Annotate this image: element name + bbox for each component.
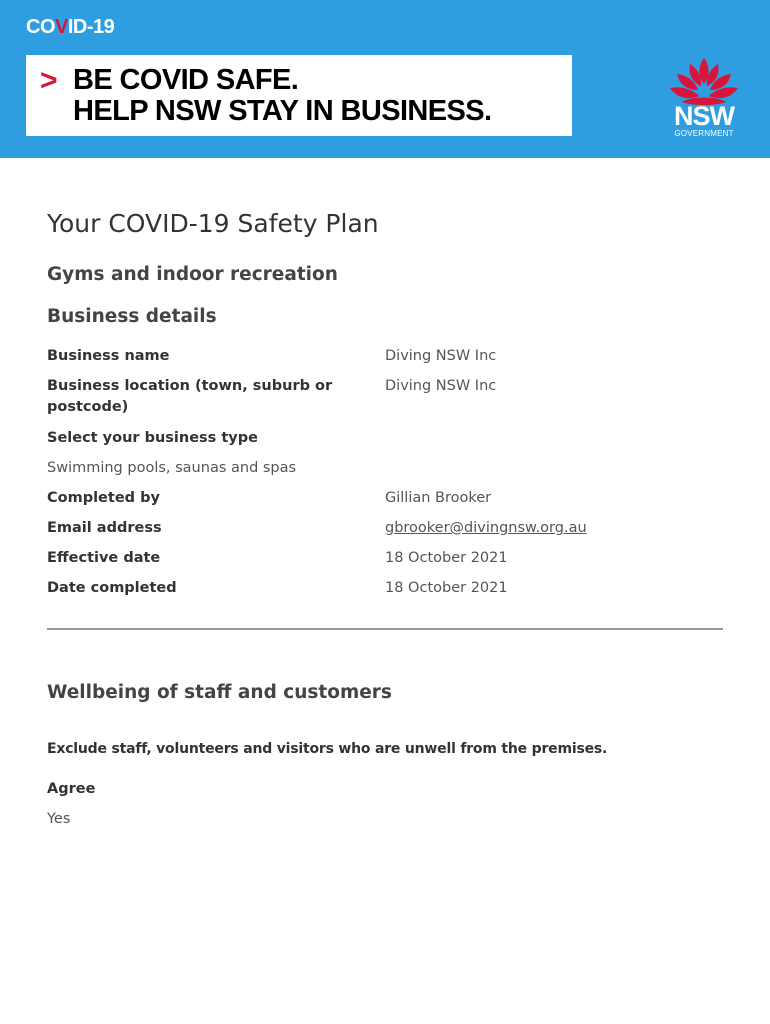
plan-subtitle: Gyms and indoor recreation — [47, 264, 338, 285]
nsw-government-logo — [664, 56, 744, 140]
chevron-icon: > — [40, 64, 58, 97]
wellbeing-heading: Wellbeing of staff and customers — [47, 682, 392, 703]
slogan-box — [26, 55, 572, 136]
effective-date-label: Effective date — [47, 550, 161, 566]
agree-label: Agree — [47, 781, 96, 797]
header-banner — [0, 0, 770, 158]
email-link[interactable]: gbrooker@divingnsw.org.au — [385, 520, 587, 536]
slogan-line-1: BE COVID SAFE. — [73, 64, 299, 96]
email-label: Email address — [47, 520, 162, 536]
wellbeing-question: Exclude staff, volunteers and visitors who are unwell from the premises. — [47, 741, 608, 757]
effective-date-value: 18 October 2021 — [385, 550, 508, 566]
business-type-value: Swimming pools, saunas and spas — [47, 460, 297, 476]
agree-value: Yes — [47, 811, 71, 827]
nsw-logo-text: NSW — [674, 101, 734, 131]
date-completed-value: 18 October 2021 — [385, 580, 508, 596]
waratah-flower-icon — [668, 56, 740, 106]
completed-by-label: Completed by — [47, 490, 160, 506]
date-completed-label: Date completed — [47, 580, 177, 596]
business-details-heading: Business details — [47, 306, 217, 327]
slogan-line-2: HELP NSW STAY IN BUSINESS. — [73, 95, 492, 127]
business-name-label: Business name — [47, 348, 170, 364]
section-divider — [47, 628, 723, 630]
page-title: Your COVID-19 Safety Plan — [47, 209, 379, 238]
business-type-label: Select your business type — [47, 430, 258, 446]
business-name-value: Diving NSW Inc — [385, 348, 497, 364]
business-location-value: Diving NSW Inc — [385, 378, 497, 394]
covid-19-label: COVID-19 — [26, 16, 115, 38]
business-location-label: Business location (town, suburb or postcode) — [47, 378, 333, 415]
government-logo-text: GOVERNMENT — [674, 129, 734, 138]
completed-by-value: Gillian Brooker — [385, 490, 492, 506]
